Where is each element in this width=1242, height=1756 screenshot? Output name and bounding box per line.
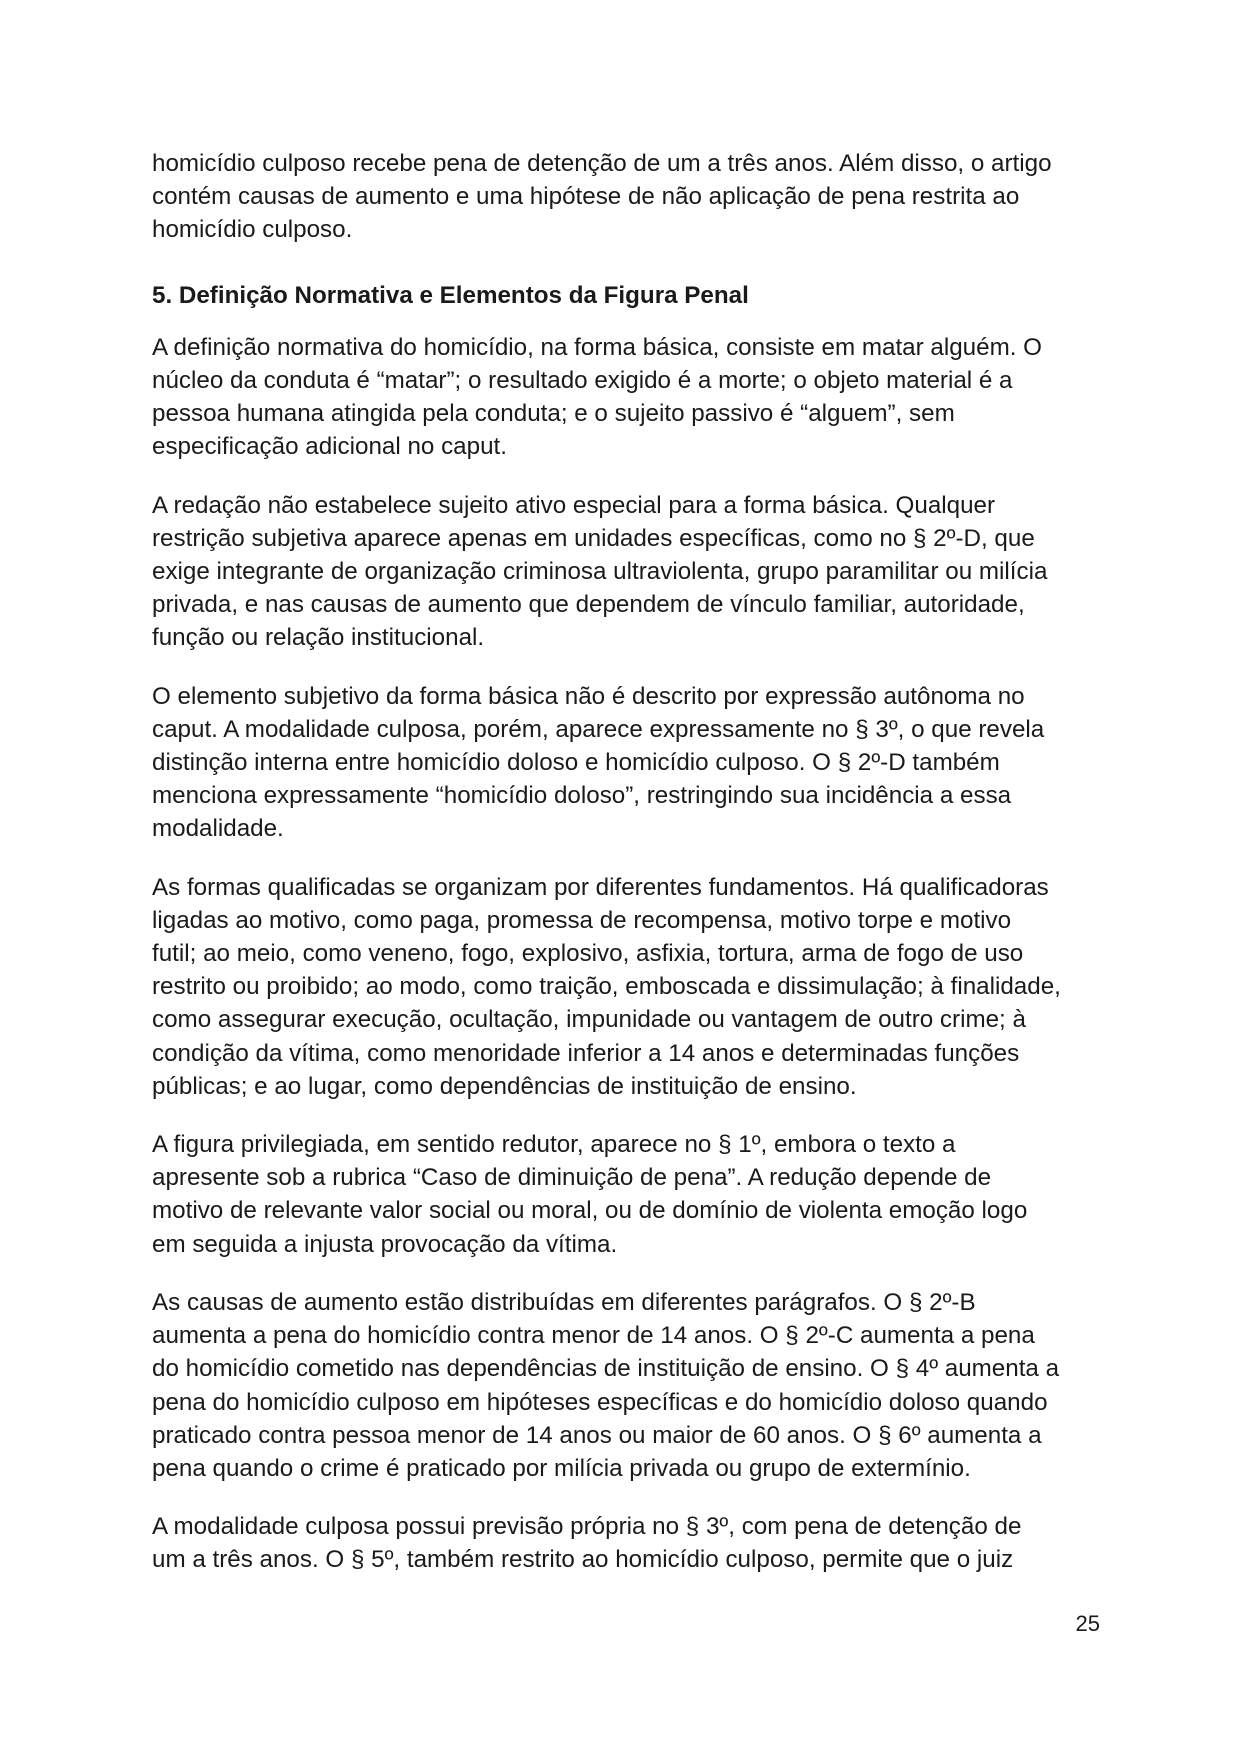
body-paragraph — [152, 1128, 1102, 1261]
page-number: 25 — [1075, 1611, 1100, 1636]
text-line: aumenta a pena do homicídio contra menor de 14 anos. O § 2º-C aumenta a pena — [152, 1322, 1035, 1350]
text-line: públicas; e ao lugar, como dependências de instituição de ensino. — [152, 1072, 857, 1100]
text-line: A definição normativa do homicídio, na forma básica, consiste em matar alguém. O — [152, 333, 1042, 361]
text-line: pena do homicídio culposo em hipóteses específicas e do homicídio doloso quando — [152, 1388, 1048, 1416]
text-line: como assegurar execução, ocultação, impunidade ou vantagem de outro crime; à — [152, 1006, 1026, 1034]
body-paragraph — [152, 489, 1102, 655]
text-line: menciona expressamente “homicídio doloso”, restringindo sua incidência a essa — [152, 782, 1012, 810]
text-line: A modalidade culposa possui previsão própria no § 3º, com pena de detenção de — [152, 1513, 1022, 1541]
text-line: contém causas de aumento e uma hipótese de não aplicação de pena restrita ao — [152, 183, 1020, 211]
text-line: caput. A modalidade culposa, porém, aparece expressamente no § 3º, o que revela — [152, 715, 1045, 743]
text-line: especificação adicional no caput. — [152, 433, 507, 461]
body-paragraph — [152, 1286, 1102, 1485]
text-line: ligadas ao motivo, como paga, promessa de recompensa, motivo torpe e motivo — [152, 906, 1012, 934]
text-line: privada, e nas causas de aumento que dependem de vínculo familiar, autoridade, — [152, 591, 1025, 619]
body-paragraph — [152, 1510, 1102, 1576]
text-line: futil; ao meio, como veneno, fogo, explosivo, asfixia, tortura, arma de fogo de uso — [152, 940, 1024, 968]
text-line: restrição subjetiva aparece apenas em unidades específicas, como no § 2º-D, que — [152, 524, 1035, 552]
text-line: homicídio culposo. — [152, 216, 353, 244]
text-line: A figura privilegiada, em sentido redutor, aparece no § 1º, embora o texto a — [152, 1131, 956, 1159]
text-line: em seguida a injusta provocação da vítima. — [152, 1230, 618, 1258]
body-paragraph — [152, 147, 1102, 247]
text-line: distinção interna entre homicídio doloso e homicídio culposo. O § 2º-D também — [152, 749, 1000, 777]
text-line: motivo de relevante valor social ou moral, ou de domínio de violenta emoção logo — [152, 1197, 1028, 1225]
text-line: pessoa humana atingida pela conduta; e o sujeito passivo é “alguem”, sem — [152, 400, 955, 428]
body-paragraph — [152, 871, 1102, 1103]
text-line: As formas qualificadas se organizam por diferentes fundamentos. Há qualificadoras — [152, 873, 1049, 901]
text-line: apresente sob a rubrica “Caso de diminuição de pena”. A redução depende de — [152, 1164, 992, 1192]
text-line: restrito ou proibido; ao modo, como traição, emboscada e dissimulação; à finalidade, — [152, 973, 1061, 1001]
text-line: um a três anos. O § 5º, também restrito ao homicídio culposo, permite que o juiz — [152, 1546, 1014, 1574]
text-line: homicídio culposo recebe pena de detenção de um a três anos. Além disso, o artigo — [152, 150, 1052, 177]
text-line: O elemento subjetivo da forma básica não é descrito por expressão autônoma no — [152, 682, 1025, 710]
text-line: condição da vítima, como menoridade inferior a 14 anos e determinadas funções — [152, 1039, 1020, 1067]
text-line: praticado contra pessoa menor de 14 anos ou maior de 60 anos. O § 6º aumenta a — [152, 1421, 1042, 1449]
page-content — [152, 147, 1102, 1602]
section-heading: 5. Definição Normativa e Elementos da Figura Penal — [152, 281, 749, 309]
text-line: núcleo da conduta é “matar”; o resultado exigido é a morte; o objeto material é a — [152, 367, 1013, 395]
text-line: do homicídio cometido nas dependências de instituição de ensino. O § 4º aumenta a — [152, 1355, 1060, 1383]
text-line: função ou relação institucional. — [152, 624, 485, 652]
text-line: A redação não estabelece sujeito ativo especial para a forma básica. Qualquer — [152, 491, 996, 519]
text-line: pena quando o crime é praticado por milícia privada ou grupo de extermínio. — [152, 1454, 971, 1482]
text-line: exige integrante de organização criminosa ultraviolenta, grupo paramilitar ou milícia — [152, 558, 1048, 586]
text-line: As causas de aumento estão distribuídas em diferentes parágrafos. O § 2º-B — [152, 1288, 976, 1316]
body-paragraph — [152, 680, 1102, 846]
body-paragraph — [152, 331, 1102, 464]
text-line: modalidade. — [152, 815, 284, 843]
